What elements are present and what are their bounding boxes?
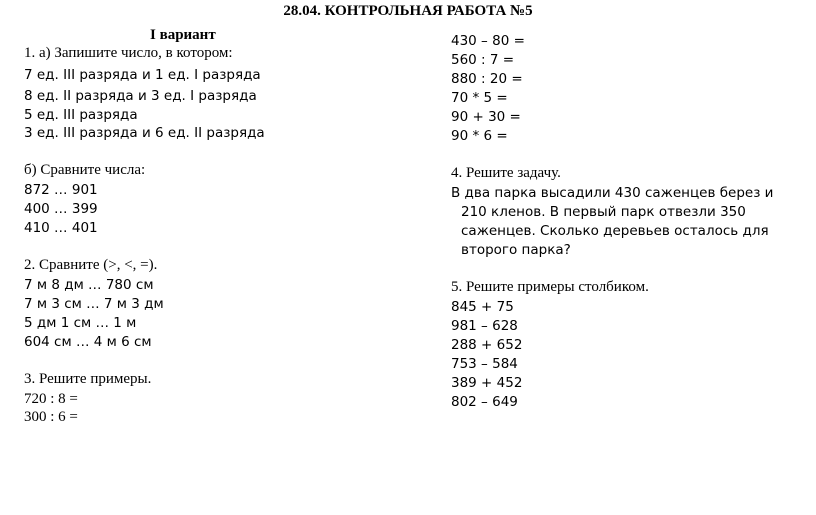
task4-line: саженцев. Сколько деревьев осталось для [461, 223, 769, 239]
task4-line: 210 кленов. В первый парк отвезли 350 [461, 204, 746, 220]
task2-heading: 2. Сравните (>, <, =). [24, 257, 158, 273]
task3-item: 70 * 5 = [451, 90, 508, 106]
task3-item: 90 * 6 = [451, 128, 508, 144]
page-title: 28.04. КОНТРОЛЬНАЯ РАБОТА №5 [283, 3, 533, 19]
task3-item: 560 : 7 = [451, 52, 515, 68]
task3-item: 430 – 80 = [451, 33, 525, 49]
task2-item: 604 см … 4 м 6 см [24, 334, 152, 350]
task5-heading: 5. Решите примеры столбиком. [451, 279, 649, 295]
task5-item: 802 – 649 [451, 394, 518, 410]
task2-item: 5 дм 1 см … 1 м [24, 315, 137, 331]
task5-item: 753 – 584 [451, 356, 518, 372]
variant-heading: I вариант [150, 27, 216, 43]
task2-item: 7 м 8 дм … 780 см [24, 277, 154, 293]
task4-heading: 4. Решите задачу. [451, 165, 561, 181]
task1b-item: 410 … 401 [24, 220, 98, 236]
task5-item: 981 – 628 [451, 318, 518, 334]
task5-item: 288 + 652 [451, 337, 523, 353]
task1a-item: 7 ед. III разряда и 1 ед. I разряда [24, 67, 261, 83]
task3-item: 720 : 8 = [24, 391, 78, 407]
task3-item: 880 : 20 = [451, 71, 523, 87]
task1a-item: 5 ед. III разряда [24, 107, 138, 123]
task1b-item: 872 … 901 [24, 182, 98, 198]
task1b-item: 400 … 399 [24, 201, 98, 217]
task5-item: 389 + 452 [451, 375, 523, 391]
task3-item: 300 : 6 = [24, 409, 78, 425]
task2-item: 7 м 3 см … 7 м 3 дм [24, 296, 164, 312]
task1a-item: 3 ед. III разряда и 6 ед. II разряда [24, 125, 265, 141]
task1b-heading: б) Сравните числа: [24, 162, 146, 178]
task3-heading: 3. Решите примеры. [24, 371, 152, 387]
task3-item: 90 + 30 = [451, 109, 521, 125]
task1a-heading: 1. а) Запишите число, в котором: [24, 45, 233, 61]
task4-line: В два парка высадили 430 саженцев берез и [451, 185, 774, 201]
task1a-item: 8 ед. II разряда и 3 ед. I разряда [24, 88, 257, 104]
task4-line: второго парка? [461, 242, 571, 258]
task5-item: 845 + 75 [451, 299, 514, 315]
